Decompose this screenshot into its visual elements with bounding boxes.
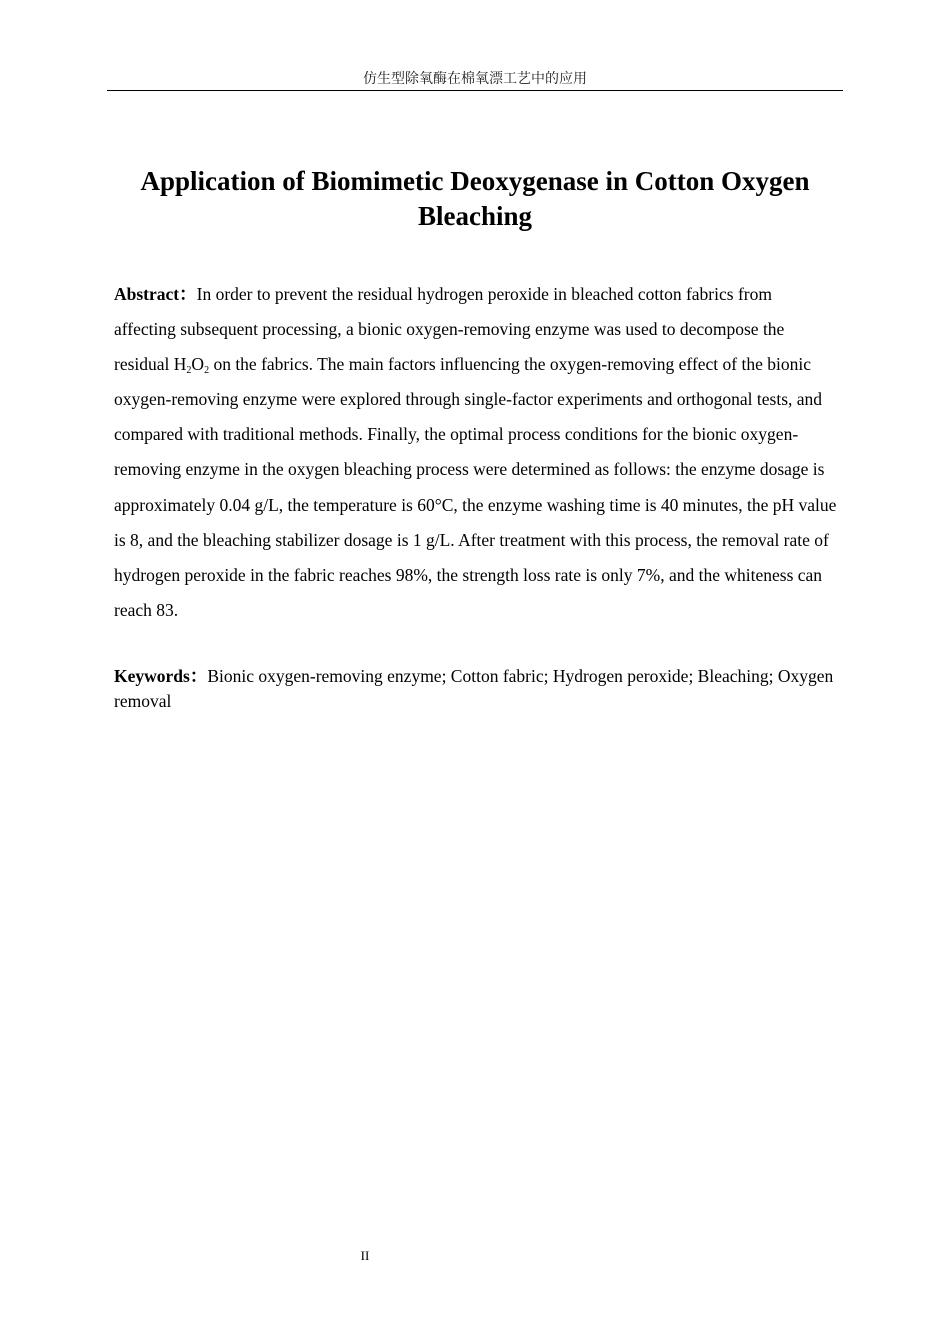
page-number: II [360,1248,370,1263]
abstract-text-part-2: on the fabrics. The main factors influencing the oxygen-removing effect of the bionic oxygen-removing enzyme were explored through single-factor experiments and orthogonal tests, and compared with traditional methods. Finally, the optimal process conditions for the bionic oxygen-removing enzyme in the oxygen bleaching process were determined as follows: the enzyme dosage is approximately 0.04 g/L, the temperature is 60°C, the enzyme washing time is 40 minutes, the pH value is 8, and the bleaching stabilizer dosage is 1 g/L. After treatment with this process, the removal rate of hydrogen peroxide in the fabric reaches 98%, the strength loss rate is only 7%, and the whiteness can reach 83. [114,354,837,620]
keywords-text: Bionic oxygen-removing enzyme; Cotton fabric; Hydrogen peroxide; Bleaching; Oxygen removal [114,666,834,711]
abstract-label: Abstract： [114,284,197,304]
keywords-label: Keywords： [114,666,208,686]
running-header-title: 仿生型除氧酶在棉氧漂工艺中的应用 [363,71,587,87]
keywords-section [114,664,838,714]
running-header [107,68,843,91]
paper-title: Application of Biomimetic Deoxygenase in Cotton Oxygen Bleaching [140,166,810,231]
hydrogen-peroxide-formula [173,354,210,377]
formula-subscript-o: 2 [204,365,210,377]
formula-subscript-h: 2 [186,365,192,377]
abstract-text-part-1: In order to prevent the residual hydrogen peroxide in bleached cotton fabrics from affecting subsequent processing, a bionic oxygen-removing enzyme was used to decompose the residual [114,284,785,375]
formula-element-h: H [173,354,187,375]
abstract-section [114,277,838,628]
formula-element-o: O [191,354,205,375]
